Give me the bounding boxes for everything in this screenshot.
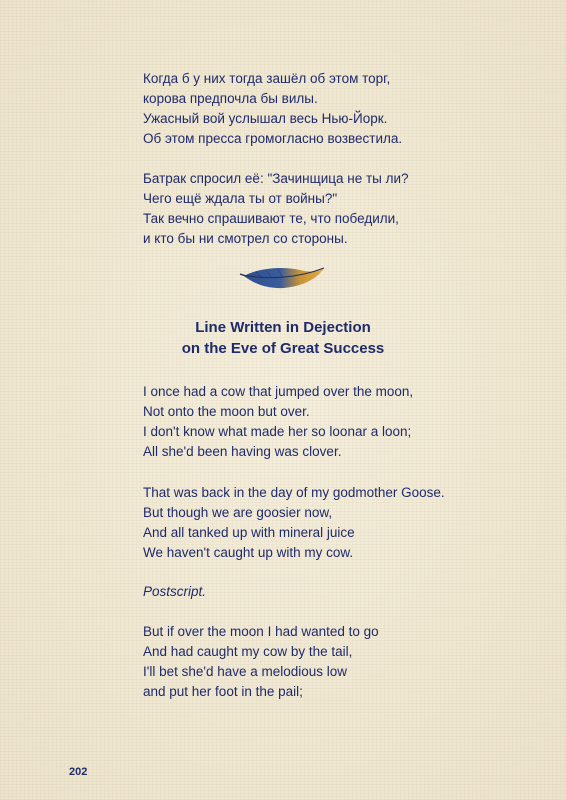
feather-icon — [238, 264, 328, 294]
poem-line: Батрак спросил её: "Зачинщица не ты ли? — [143, 171, 409, 186]
poem-line: Так вечно спрашивают те, что победили, — [143, 211, 399, 226]
poem-line: But though we are goosier now, — [143, 505, 333, 520]
poem-line: I once had a cow that jumped over the moon, — [143, 384, 414, 399]
page-number: 202 — [69, 766, 88, 778]
english-stanza-2 — [143, 483, 445, 563]
english-stanza-3 — [143, 622, 379, 702]
english-stanza-1 — [143, 382, 413, 462]
poem-title — [0, 317, 566, 359]
poem-line: And all tanked up with mineral juice — [143, 525, 355, 540]
poem-line: Ужасный вой услышал весь Нью-Йорк. — [143, 111, 388, 126]
poem-line: Чего ещё ждала ты от войны?" — [143, 191, 338, 206]
poem-line: But if over the moon I had wanted to go — [143, 624, 379, 639]
poem-line: That was back in the day of my godmother Goose. — [143, 485, 445, 500]
poem-line: I don't know what made her so loonar a loon; — [143, 424, 412, 439]
poem-line: Not onto the moon but over. — [143, 404, 310, 419]
poem-line: корова предпочла бы вилы. — [143, 91, 318, 106]
postscript-label: Postscript. — [143, 584, 207, 599]
title-line: Line Written in Dejection — [195, 319, 371, 336]
poem-line: We haven't caught up with my cow. — [143, 545, 354, 560]
poem-line: And had caught my cow by the tail, — [143, 644, 353, 659]
russian-stanza-1 — [143, 69, 402, 149]
poem-line: Об этом пресса громогласно возвестила. — [143, 131, 403, 146]
poem-line: Когда б у них тогда зашёл об этом торг, — [143, 71, 391, 86]
title-line: on the Eve of Great Success — [181, 340, 385, 357]
russian-stanza-2 — [143, 169, 409, 249]
poem-line: All she'd been having was clover. — [143, 444, 342, 459]
poem-line: and put her foot in the pail; — [143, 684, 303, 699]
poem-line: и кто бы ни смотрел со стороны. — [143, 231, 348, 246]
poem-line: I'll bet she'd have a melodious low — [143, 664, 348, 679]
